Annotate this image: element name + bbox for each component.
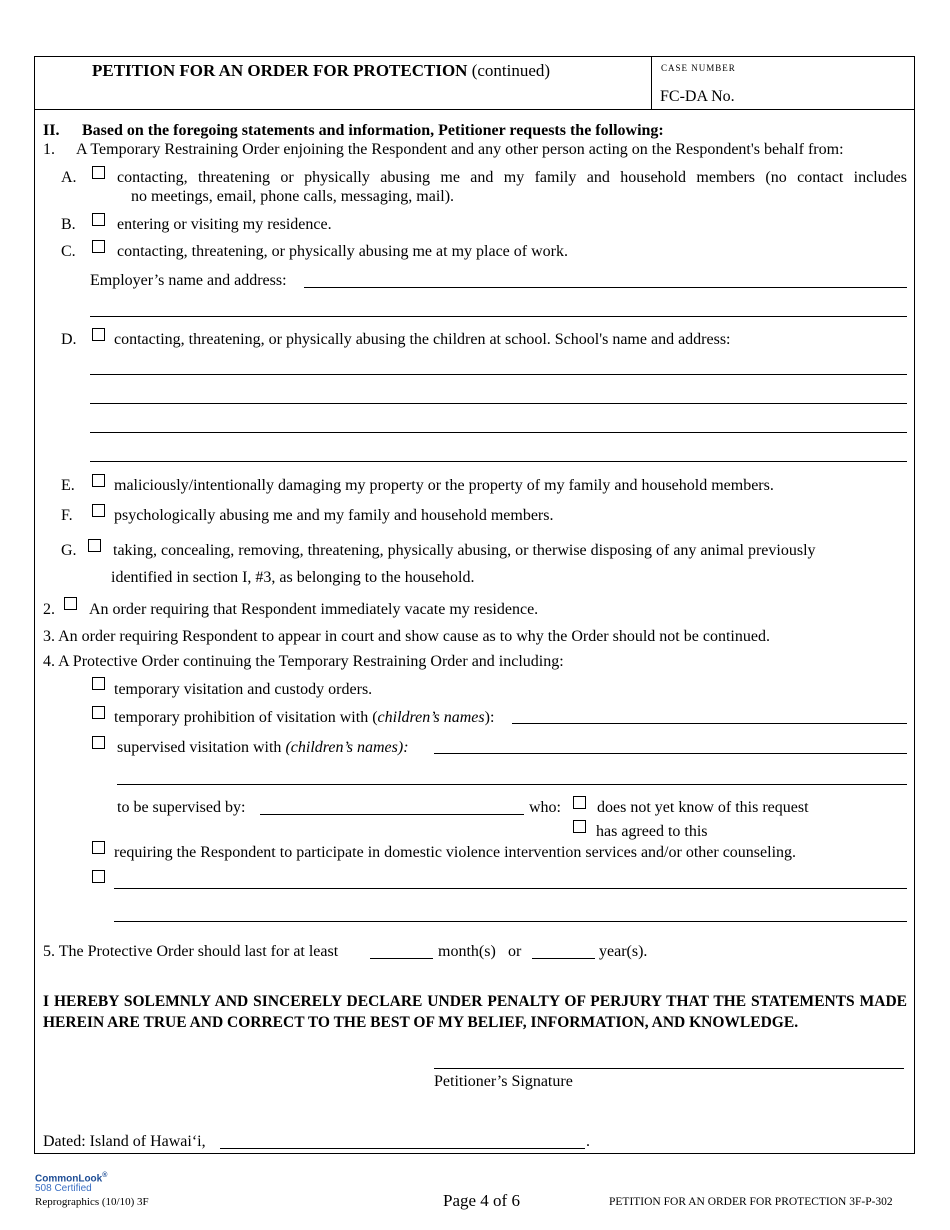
option-e-label: E. — [61, 477, 75, 494]
other-checkbox[interactable] — [92, 870, 105, 883]
option-f-label: F. — [61, 507, 73, 524]
case-number-prefix: FC-DA No. — [660, 88, 735, 105]
does-not-know-text: does not yet know of this request — [597, 799, 809, 816]
page-number: Page 4 of 6 — [443, 1191, 520, 1210]
has-agreed-checkbox[interactable] — [573, 820, 586, 833]
other-line-1[interactable] — [114, 888, 907, 889]
has-agreed-text: has agreed to this — [596, 823, 708, 840]
signature-line[interactable] — [434, 1068, 904, 1069]
signature-label: Petitioner’s Signature — [434, 1073, 573, 1090]
item3-text: 3. An order requiring Respondent to appear in court and show cause as to why the Order should not be continued. — [43, 628, 770, 645]
prohibition-text: temporary prohibition of visitation with (children’s names): — [114, 709, 495, 726]
header-column-divider — [651, 56, 652, 109]
supervised-line-2[interactable] — [117, 784, 907, 785]
option-g-line1: taking, concealing, removing, threatening, physically abusing, or therwise disposing of any animal previously — [113, 542, 816, 559]
option-b-text: entering or visiting my residence. — [117, 216, 332, 233]
item2-text: An order requiring that Respondent immediately vacate my residence. — [89, 601, 539, 618]
option-g-label: G. — [61, 542, 77, 559]
option-b-label: B. — [61, 216, 76, 233]
school-line-4[interactable] — [90, 461, 907, 462]
school-line-2[interactable] — [90, 403, 907, 404]
item5-month-label: month(s) — [438, 943, 496, 960]
item4-text: 4. A Protective Order continuing the Temporary Restraining Order and including: — [43, 653, 564, 670]
dated-line[interactable] — [220, 1148, 585, 1149]
dated-end: . — [586, 1133, 590, 1150]
visitation-checkbox[interactable] — [92, 677, 105, 690]
option-d-text: contacting, threatening, or physically abusing the children at school. School's name and address: — [114, 331, 731, 348]
school-line-1[interactable] — [90, 374, 907, 375]
supervised-line-1[interactable] — [434, 753, 907, 754]
counseling-checkbox[interactable] — [92, 841, 105, 854]
employer-label: Employer’s name and address: — [90, 272, 287, 289]
prohibition-checkbox[interactable] — [92, 706, 105, 719]
option-a-checkbox[interactable] — [92, 166, 105, 179]
option-a-line2: no meetings, email, phone calls, messaging, mail). — [131, 188, 455, 205]
option-e-text: maliciously/intentionally damaging my property or the property of my family and household members. — [114, 477, 774, 494]
section-heading: Based on the foregoing statements and information, Petitioner requests the following: — [82, 122, 664, 139]
option-g-checkbox[interactable] — [88, 539, 101, 552]
reprographics: Reprographics (10/10) 3F — [35, 1196, 149, 1208]
option-f-text: psychologically abusing me and my family and household members. — [114, 507, 554, 524]
header-divider — [34, 109, 915, 110]
perjury-declaration: I HEREBY SOLEMNLY AND SINCERELY DECLARE UNDER PENALTY OF PERJURY THAT THE STATEMENTS MADE HEREIN ARE TRUE AND CORRECT TO THE BEST OF MY BELIEF, INFORMATION, AND KNOWLEDGE. — [43, 993, 907, 1031]
option-d-checkbox[interactable] — [92, 328, 105, 341]
supervisor-line[interactable] — [260, 814, 524, 815]
option-f-checkbox[interactable] — [92, 504, 105, 517]
counseling-text: requiring the Respondent to participate in domestic violence intervention services and/or other counseling. — [114, 844, 797, 861]
school-line-3[interactable] — [90, 432, 907, 433]
option-d-label: D. — [61, 331, 77, 348]
commonlook-certified: 508 Certified — [35, 1183, 92, 1194]
item1-number: 1. — [43, 141, 55, 158]
item5-year-label: year(s). — [599, 943, 648, 960]
months-field[interactable] — [370, 958, 433, 959]
item2-number: 2. — [43, 601, 55, 618]
prohibition-line[interactable] — [512, 723, 907, 724]
supervised-text: supervised visitation with (children’s names): — [117, 739, 409, 756]
option-c-checkbox[interactable] — [92, 240, 105, 253]
supervised-checkbox[interactable] — [92, 736, 105, 749]
commonlook-logo: CommonLook® — [35, 1172, 108, 1185]
other-line-2[interactable] — [114, 921, 907, 922]
years-field[interactable] — [532, 958, 595, 959]
dated-label: Dated: Island of Hawai‘i, — [43, 1133, 206, 1150]
option-g-line2: identified in section I, #3, as belonging to the household. — [111, 569, 475, 586]
option-b-checkbox[interactable] — [92, 213, 105, 226]
option-a-line1: contacting, threatening or physically abusing me and my family and household members (no contact includes — [117, 169, 907, 186]
item5-text: 5. The Protective Order should last for at least — [43, 943, 339, 960]
employer-line-2[interactable] — [90, 316, 907, 317]
option-a-label: A. — [61, 169, 77, 186]
page-title: PETITION FOR AN ORDER FOR PROTECTION (continued) — [92, 61, 551, 80]
who-label: who: — [529, 799, 561, 816]
supervised-by-label: to be supervised by: — [117, 799, 246, 816]
employer-line-1[interactable] — [304, 287, 907, 288]
case-number-label: CASE NUMBER — [661, 63, 736, 73]
does-not-know-checkbox[interactable] — [573, 796, 586, 809]
item1-text: A Temporary Restraining Order enjoining the Respondent and any other person acting on the Respondent's behalf from: — [76, 141, 844, 158]
form-id: PETITION FOR AN ORDER FOR PROTECTION 3F-P-302 — [609, 1196, 893, 1208]
visitation-text: temporary visitation and custody orders. — [114, 681, 373, 698]
item2-checkbox[interactable] — [64, 597, 77, 610]
section-roman: II. — [43, 122, 60, 139]
option-e-checkbox[interactable] — [92, 474, 105, 487]
option-c-label: C. — [61, 243, 76, 260]
item5-or: or — [508, 943, 522, 960]
option-c-text: contacting, threatening, or physically abusing me at my place of work. — [117, 243, 568, 260]
